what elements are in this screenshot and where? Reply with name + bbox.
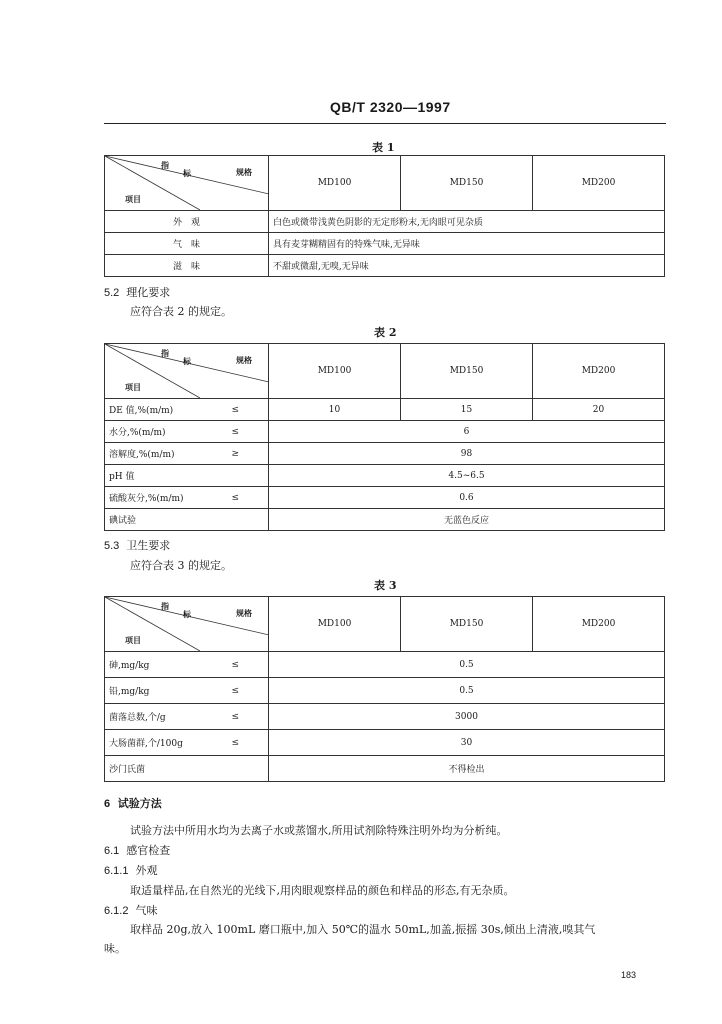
- table1-row-value: 具有麦芽糊精固有的特殊气味,无异味: [269, 233, 665, 255]
- section-5-3-heading: [104, 537, 170, 553]
- section-6-heading: [104, 795, 162, 811]
- section-6-1-2-text-line2: 味。: [104, 942, 126, 955]
- table1: [104, 155, 665, 277]
- table2-head-spec: 规格: [236, 355, 252, 365]
- page-number: 183: [620, 970, 636, 980]
- section-title: 试验方法: [117, 797, 162, 810]
- section-number: 5.2: [104, 287, 120, 299]
- table2-cell: 4.5~6.5: [269, 465, 665, 487]
- table2-row-label: pH 值: [105, 465, 209, 487]
- section-5-2-text: 应符合表 2 的规定。: [130, 305, 232, 318]
- table2: [104, 343, 665, 531]
- table3-cell: 0.5: [269, 652, 665, 678]
- table2-head-indicator: 指: [161, 348, 169, 358]
- table2-row-operator: ≤: [209, 399, 269, 421]
- table2-cell: 15: [401, 399, 533, 421]
- table2-caption: 表 2: [374, 326, 397, 339]
- section-number: 6: [104, 798, 111, 810]
- section-title: 卫生要求: [126, 539, 171, 552]
- table2-col-md200: MD200: [533, 344, 665, 399]
- section-6-1-1-heading: [104, 862, 157, 878]
- table2-header-cell: [105, 344, 269, 399]
- table1-header-cell: [105, 156, 269, 211]
- table2-cell: 无蓝色反应: [269, 509, 665, 531]
- table2-row-operator: ≥: [209, 443, 269, 465]
- table2-cell: 0.6: [269, 487, 665, 509]
- table2-row-operator: ≤: [209, 487, 269, 509]
- table3-cell: 3000: [269, 704, 665, 730]
- section-number: 6.1.1: [104, 865, 129, 877]
- table2-head-item: 项目: [125, 382, 141, 392]
- section-title: 外观: [135, 864, 158, 877]
- table3-row-label: 大肠菌群,个/100g: [105, 730, 209, 756]
- table3-head-item: 项目: [125, 635, 141, 645]
- table3-cell: 30: [269, 730, 665, 756]
- table1-col-md150: MD150: [401, 156, 533, 211]
- table3-row-label: 菌落总数,个/g: [105, 704, 209, 730]
- table2-row-label: 溶解度,%(m/m): [105, 443, 209, 465]
- table3-head-target: 标: [183, 609, 191, 619]
- table3-row-operator: ≤: [209, 704, 269, 730]
- table2-cell: 20: [533, 399, 665, 421]
- table3-col-md100: MD100: [269, 597, 401, 652]
- table3-head-indicator: 指: [161, 601, 169, 611]
- table2-row-label: DE 值,%(m/m): [105, 399, 209, 421]
- section-title: 感官检查: [126, 844, 171, 857]
- section-title: 气味: [135, 904, 158, 917]
- table1-row-value: 白色或微带浅黄色阴影的无定形粉末,无肉眼可见杂质: [269, 211, 665, 233]
- section-number: 6.1: [104, 845, 120, 857]
- section-number: 5.3: [104, 540, 120, 552]
- table2-row-operator: [209, 465, 269, 487]
- table3-cell: 不得检出: [269, 756, 665, 782]
- table2-row-label: 水分,%(m/m): [105, 421, 209, 443]
- standard-number: QB/T 2320—1997: [330, 99, 451, 115]
- table3-row-label: 沙门氏菌: [105, 756, 269, 782]
- table3-row-label: 铅,mg/kg: [105, 678, 209, 704]
- table1-head-target: 标: [183, 168, 191, 178]
- section-6-1-2-text-line1: 取样品 20g,放入 100mL 磨口瓶中,加入 50℃的温水 50mL,加盖,振摇 30s,倾出上清液,嗅其气: [130, 923, 596, 936]
- table2-row-operator: ≤: [209, 421, 269, 443]
- table1-row-label: 外 观: [105, 211, 269, 233]
- table2-head-target: 标: [183, 356, 191, 366]
- section-6-1-2-heading: [104, 902, 157, 918]
- section-6-intro: 试验方法中所用水均为去离子水或蒸馏水,所用试剂除特殊注明外均为分析纯。: [130, 824, 508, 837]
- table2-col-md100: MD100: [269, 344, 401, 399]
- section-number: 6.1.2: [104, 905, 129, 917]
- table1-row-label: 气 味: [105, 233, 269, 255]
- table2-col-md150: MD150: [401, 344, 533, 399]
- table2-cell: 10: [269, 399, 401, 421]
- section-title: 理化要求: [126, 286, 171, 299]
- table1-col-md100: MD100: [269, 156, 401, 211]
- table1-col-md200: MD200: [533, 156, 665, 211]
- section-5-2-heading: [104, 284, 170, 300]
- table2-row-label: 碘试验: [105, 509, 209, 531]
- table1-caption: 表 1: [372, 141, 395, 154]
- table3-row-operator: ≤: [209, 652, 269, 678]
- header-rule: [104, 123, 666, 124]
- section-6-1-1-text: 取适量样品,在自然光的光线下,用肉眼观察样品的颜色和样品的形态,有无杂质。: [130, 884, 515, 897]
- table2-cell: 98: [269, 443, 665, 465]
- table3-col-md200: MD200: [533, 597, 665, 652]
- table2-cell: 6: [269, 421, 665, 443]
- table1-row-label: 滋 味: [105, 255, 269, 277]
- table3: [104, 596, 665, 782]
- table3-row-label: 砷,mg/kg: [105, 652, 209, 678]
- table3-row-operator: ≤: [209, 730, 269, 756]
- table3-caption: 表 3: [374, 579, 397, 592]
- table3-row-operator: ≤: [209, 678, 269, 704]
- table1-head-spec: 规格: [236, 167, 252, 177]
- section-6-1-heading: [104, 842, 170, 858]
- table3-head-spec: 规格: [236, 608, 252, 618]
- table3-header-cell: [105, 597, 269, 652]
- table2-row-label: 硫酸灰分,%(m/m): [105, 487, 209, 509]
- table2-row-operator: [209, 509, 269, 531]
- table3-col-md150: MD150: [401, 597, 533, 652]
- table1-row-value: 不甜或微甜,无嗅,无异味: [269, 255, 665, 277]
- table3-cell: 0.5: [269, 678, 665, 704]
- table1-head-item: 项目: [125, 194, 141, 204]
- table1-head-indicator: 指: [161, 160, 169, 170]
- section-5-3-text: 应符合表 3 的规定。: [130, 559, 232, 572]
